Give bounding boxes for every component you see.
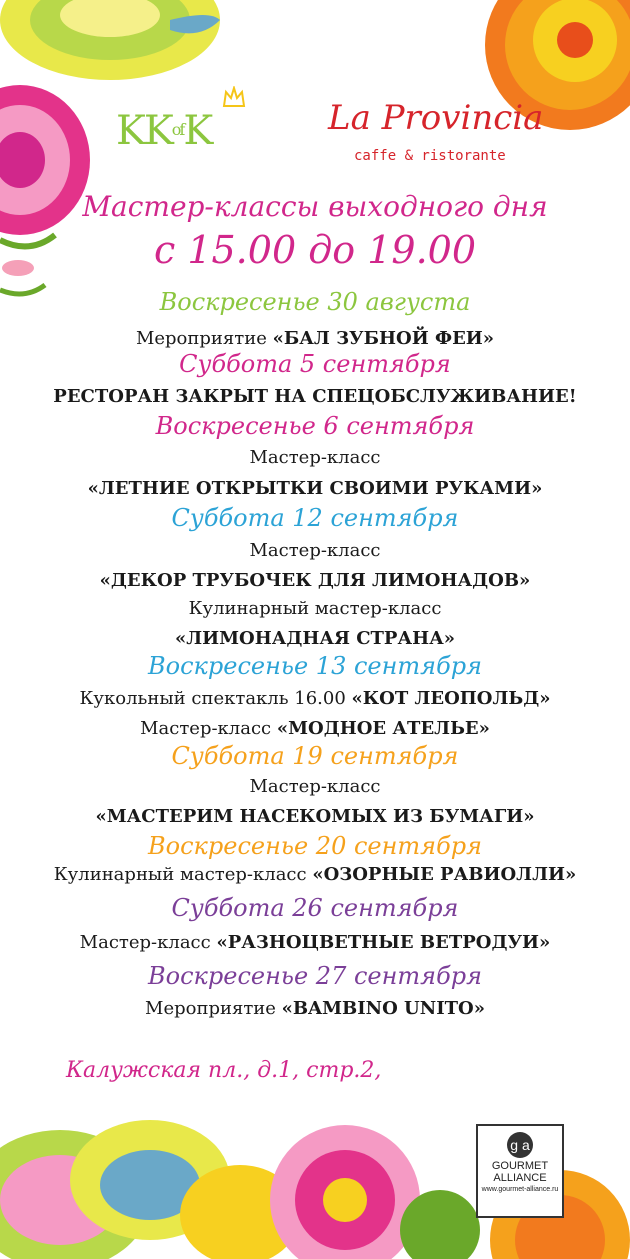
- schedule-event: «ЛЕТНИЕ ОТКРЫТКИ СВОИМИ РУКАМИ»: [87, 478, 543, 499]
- gourmet-alliance-logo: [476, 1124, 564, 1218]
- restaurant-subtitle: caffe & ristorante: [354, 148, 506, 164]
- schedule-day: Суббота 26 сентября: [171, 894, 459, 922]
- schedule-day: Суббота 19 сентября: [171, 742, 459, 770]
- schedule-event: Мастер-класс: [249, 540, 381, 561]
- sponsor-url: www.gourmet-alliance.ru: [481, 1186, 559, 1193]
- kkk-logo: [116, 108, 211, 154]
- schedule-day: Воскресенье 30 августа: [159, 288, 471, 316]
- schedule-event: РЕСТОРАН ЗАКРЫТ НА СПЕЦОБСЛУЖИВАНИЕ!: [53, 386, 577, 407]
- kkk-letter-3: K: [183, 108, 212, 154]
- schedule-event: Кулинарный мастер-класс «ОЗОРНЫЕ РАВИОЛЛИ»: [53, 864, 577, 885]
- top-left-flower-illustration: [0, 0, 220, 80]
- page-subtitle-hours: с 15.00 до 19.00: [153, 228, 477, 272]
- restaurant-logo: La Provincia: [328, 98, 544, 138]
- schedule-event: Кукольный спектакль 16.00 «КОТ ЛЕОПОЛЬД»: [79, 688, 551, 709]
- schedule-day: Воскресенье 27 сентября: [148, 962, 482, 990]
- schedule-event: «ЛИМОНАДНАЯ СТРАНА»: [174, 628, 456, 649]
- schedule-event: Мастер-класс: [249, 447, 381, 468]
- schedule-event: «ДЕКОР ТРУБОЧЕК ДЛЯ ЛИМОНАДОВ»: [99, 570, 531, 591]
- address: Калужская пл., д.1, стр.2,: [66, 1058, 382, 1083]
- schedule-event: Кулинарный мастер-класс: [188, 598, 442, 619]
- schedule-day: Воскресенье 13 сентября: [148, 652, 482, 680]
- schedule-event: Мастер-класс: [249, 776, 381, 797]
- kkk-letter-1: K: [116, 108, 144, 154]
- schedule-event: Мероприятие «БАЛ ЗУБНОЙ ФЕИ»: [135, 328, 495, 349]
- gourmet-alliance-emblem-icon: g a: [507, 1132, 533, 1158]
- schedule-event: Мастер-класс «МОДНОЕ АТЕЛЬЕ»: [140, 718, 490, 739]
- sponsor-name-line2: ALLIANCE: [493, 1172, 547, 1184]
- schedule-event: «МАСТЕРИМ НАСЕКОМЫХ ИЗ БУМАГИ»: [95, 806, 535, 827]
- crown-icon: [222, 86, 246, 108]
- schedule-day: Суббота 12 сентября: [171, 504, 459, 532]
- kkk-letter-2: K: [143, 108, 172, 154]
- sponsor-name-line1: GOURMET: [491, 1160, 549, 1172]
- schedule-day: Воскресенье 6 сентября: [155, 412, 475, 440]
- schedule-event: Мероприятие «BAMBINO UNITO»: [145, 998, 485, 1019]
- kkk-of: of: [171, 120, 184, 139]
- page-title: Мастер-классы выходного дня: [82, 190, 548, 223]
- schedule-day: Воскресенье 20 сентября: [148, 832, 482, 860]
- schedule-event: Мастер-класс «РАЗНОЦВЕТНЫЕ ВЕТРОДУИ»: [79, 932, 551, 953]
- schedule-day: Суббота 5 сентября: [179, 350, 451, 378]
